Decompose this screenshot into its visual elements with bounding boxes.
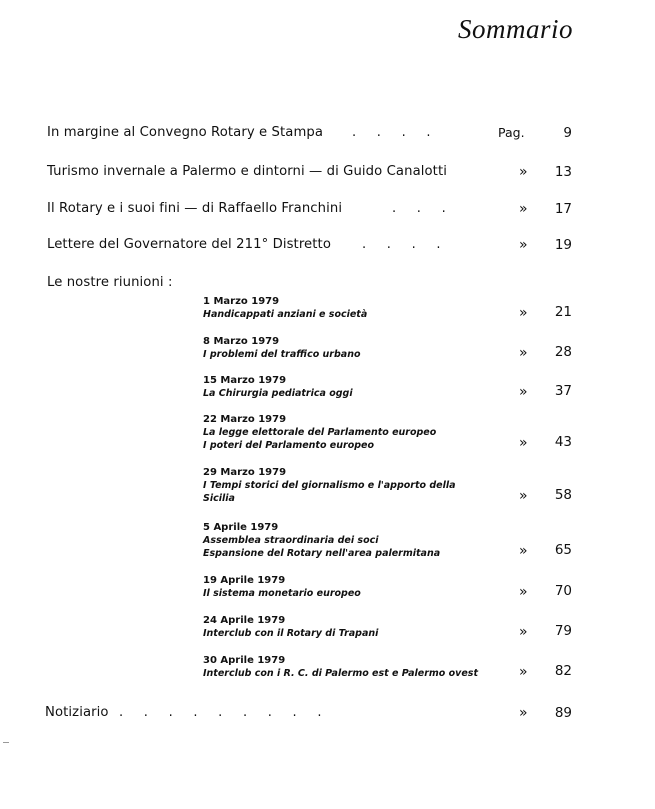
- meeting-topic: La Chirurgia pediatrica oggi: [203, 388, 353, 399]
- meeting-date: 30 Aprile 1979: [203, 655, 286, 666]
- meeting-date: 29 Marzo 1979: [203, 467, 287, 478]
- meeting-topic: Espansione del Rotary nell'area palermitana: [203, 548, 441, 559]
- page-number: 13: [554, 164, 572, 180]
- page-number: 43: [554, 434, 572, 450]
- page-prefix: »: [519, 384, 528, 400]
- page-prefix: »: [519, 345, 528, 361]
- meeting-topic: I poteri del Parlamento europeo: [203, 440, 374, 451]
- page-number: 21: [554, 304, 572, 320]
- page-number: 9: [563, 125, 572, 141]
- meeting-topic: Il sistema monetario europeo: [203, 588, 361, 599]
- scan-mark: [3, 742, 9, 743]
- meeting-date: 19 Aprile 1979: [203, 575, 286, 586]
- leader-dots: . . . . . . . . .: [119, 705, 322, 720]
- page-number: 37: [554, 383, 572, 399]
- meeting-date: 8 Marzo 1979: [203, 336, 280, 347]
- meeting-date: 15 Marzo 1979: [203, 375, 287, 386]
- toc-entry-label: In margine al Convegno Rotary e Stampa: [47, 125, 324, 140]
- meeting-topic: Interclub con il Rotary di Trapani: [203, 628, 379, 639]
- page-number: 19: [554, 237, 572, 253]
- page-number: 65: [554, 542, 572, 558]
- page-number: 58: [554, 487, 572, 503]
- toc-entry-label: Notiziario: [45, 705, 109, 720]
- page-prefix: Pag.: [498, 125, 525, 140]
- meeting-topic: I Tempi storici del giornalismo e l'apporto della: [203, 480, 456, 491]
- leader-dots: . . .: [392, 201, 446, 216]
- meeting-date: 1 Marzo 1979: [203, 296, 280, 307]
- meeting-date: 24 Aprile 1979: [203, 615, 286, 626]
- page-prefix: »: [519, 543, 528, 559]
- page-prefix: »: [519, 584, 528, 600]
- leader-dots: . . . .: [352, 125, 431, 140]
- page-title: Sommario: [457, 14, 573, 44]
- meeting-topic: La legge elettorale del Parlamento europeo: [203, 427, 437, 438]
- page-number: 28: [554, 344, 572, 360]
- meeting-date: 22 Marzo 1979: [203, 414, 287, 425]
- page-prefix: »: [519, 705, 528, 721]
- toc-entry-label: Turismo invernale a Palermo e dintorni — di Guido Canalotti: [47, 164, 447, 179]
- meeting-topic: Sicilia: [203, 493, 235, 504]
- page-number: 89: [554, 705, 572, 721]
- meeting-date: 5 Aprile 1979: [203, 522, 279, 533]
- meeting-topic: I problemi del traffico urbano: [203, 349, 361, 360]
- section-heading: Le nostre riunioni :: [47, 275, 173, 290]
- meeting-topic: Interclub con i R. C. di Palermo est e Palermo ovest: [203, 668, 478, 679]
- page-prefix: »: [519, 488, 528, 504]
- toc-entry-label: Lettere del Governatore del 211° Distretto: [47, 237, 331, 252]
- page-prefix: »: [519, 201, 528, 217]
- page-prefix: »: [519, 664, 528, 680]
- page-prefix: »: [519, 624, 528, 640]
- page-prefix: »: [519, 237, 528, 253]
- page-number: 82: [554, 663, 572, 679]
- page-number: 79: [554, 623, 572, 639]
- page-number: 70: [554, 583, 572, 599]
- page-prefix: »: [519, 435, 528, 451]
- page-prefix: »: [519, 305, 528, 321]
- page-number: 17: [554, 201, 572, 217]
- toc-entry-label: Il Rotary e i suoi fini — di Raffaello Franchini: [47, 201, 343, 216]
- leader-dots: . . . .: [362, 237, 441, 252]
- page-prefix: »: [519, 164, 528, 180]
- meeting-topic: Assemblea straordinaria dei soci: [203, 535, 379, 546]
- meeting-topic: Handicappati anziani e società: [203, 309, 368, 320]
